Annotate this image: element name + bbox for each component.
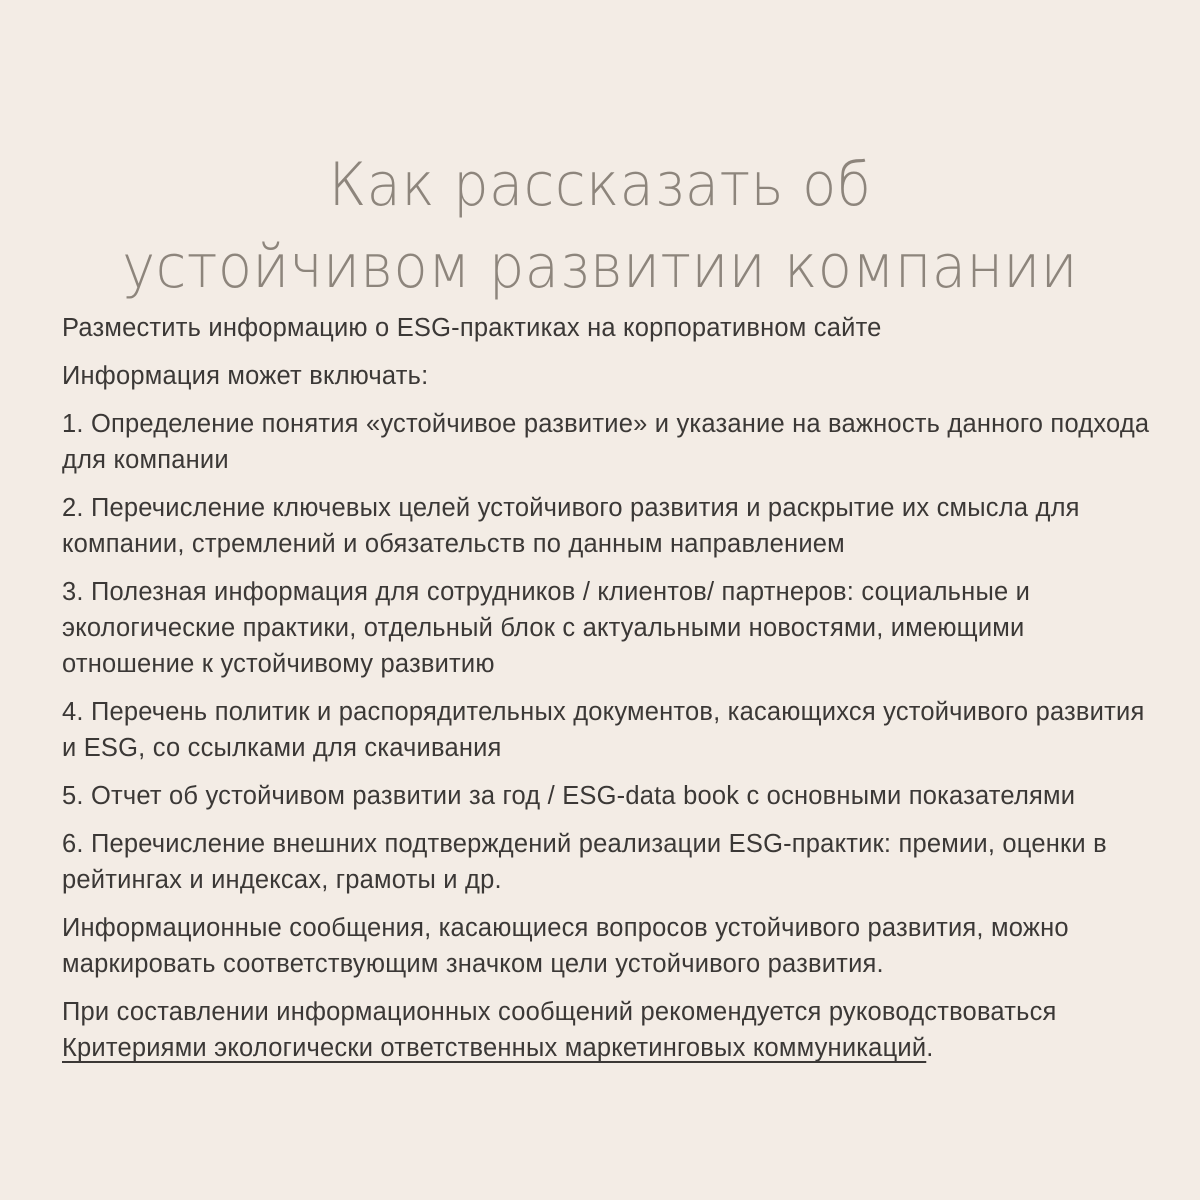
criteria-link[interactable]: Критериями экологически ответственных маркетинговых коммуникаций xyxy=(62,1034,927,1062)
recommendation-suffix: . xyxy=(926,1034,934,1062)
title-line-1: Как рассказать об xyxy=(328,150,872,221)
recommendation-paragraph xyxy=(62,994,1152,1066)
lead-paragraph: Информация может включать: xyxy=(62,362,429,390)
list-item: 2. Перечисление ключевых целей устойчивого развития и раскрытие их смысла для компании, стремлений и обязательств по данным направлением xyxy=(62,494,1080,558)
content-body xyxy=(62,310,1152,1078)
list-item: 1. Определение понятия «устойчивое развитие» и указание на важность данного подхода для компании xyxy=(62,410,1150,474)
list-item: 5. Отчет об устойчивом развитии за год / ESG-data book с основными показателями xyxy=(62,782,1076,810)
list-item: 6. Перечисление внешних подтверждений реализации ESG-практик: премии, оценки в рейтингах и индексах, грамоты и др. xyxy=(62,830,1107,894)
note-paragraph: Информационные сообщения, касающиеся вопросов устойчивого развития, можно маркировать соответствующим значком цели устойчивого развития. xyxy=(62,914,1069,978)
page-title xyxy=(42,144,1158,308)
recommendation-prefix: При составлении информационных сообщений рекомендуется руководствоваться xyxy=(62,998,1057,1026)
list-item: 3. Полезная информация для сотрудников / клиентов/ партнеров: социальные и экологические практики, отдельный блок с актуальными новостями, имеющими отношение к устойчивому развитию xyxy=(62,578,1031,678)
intro-paragraph: Разместить информацию о ESG-практиках на корпоративном сайте xyxy=(62,314,882,342)
title-line-2: устойчивом развитии компании xyxy=(122,232,1078,303)
list-item: 4. Перечень политик и распорядительных документов, касающихся устойчивого развития и ESG, со ссылками для скачивания xyxy=(62,698,1145,762)
